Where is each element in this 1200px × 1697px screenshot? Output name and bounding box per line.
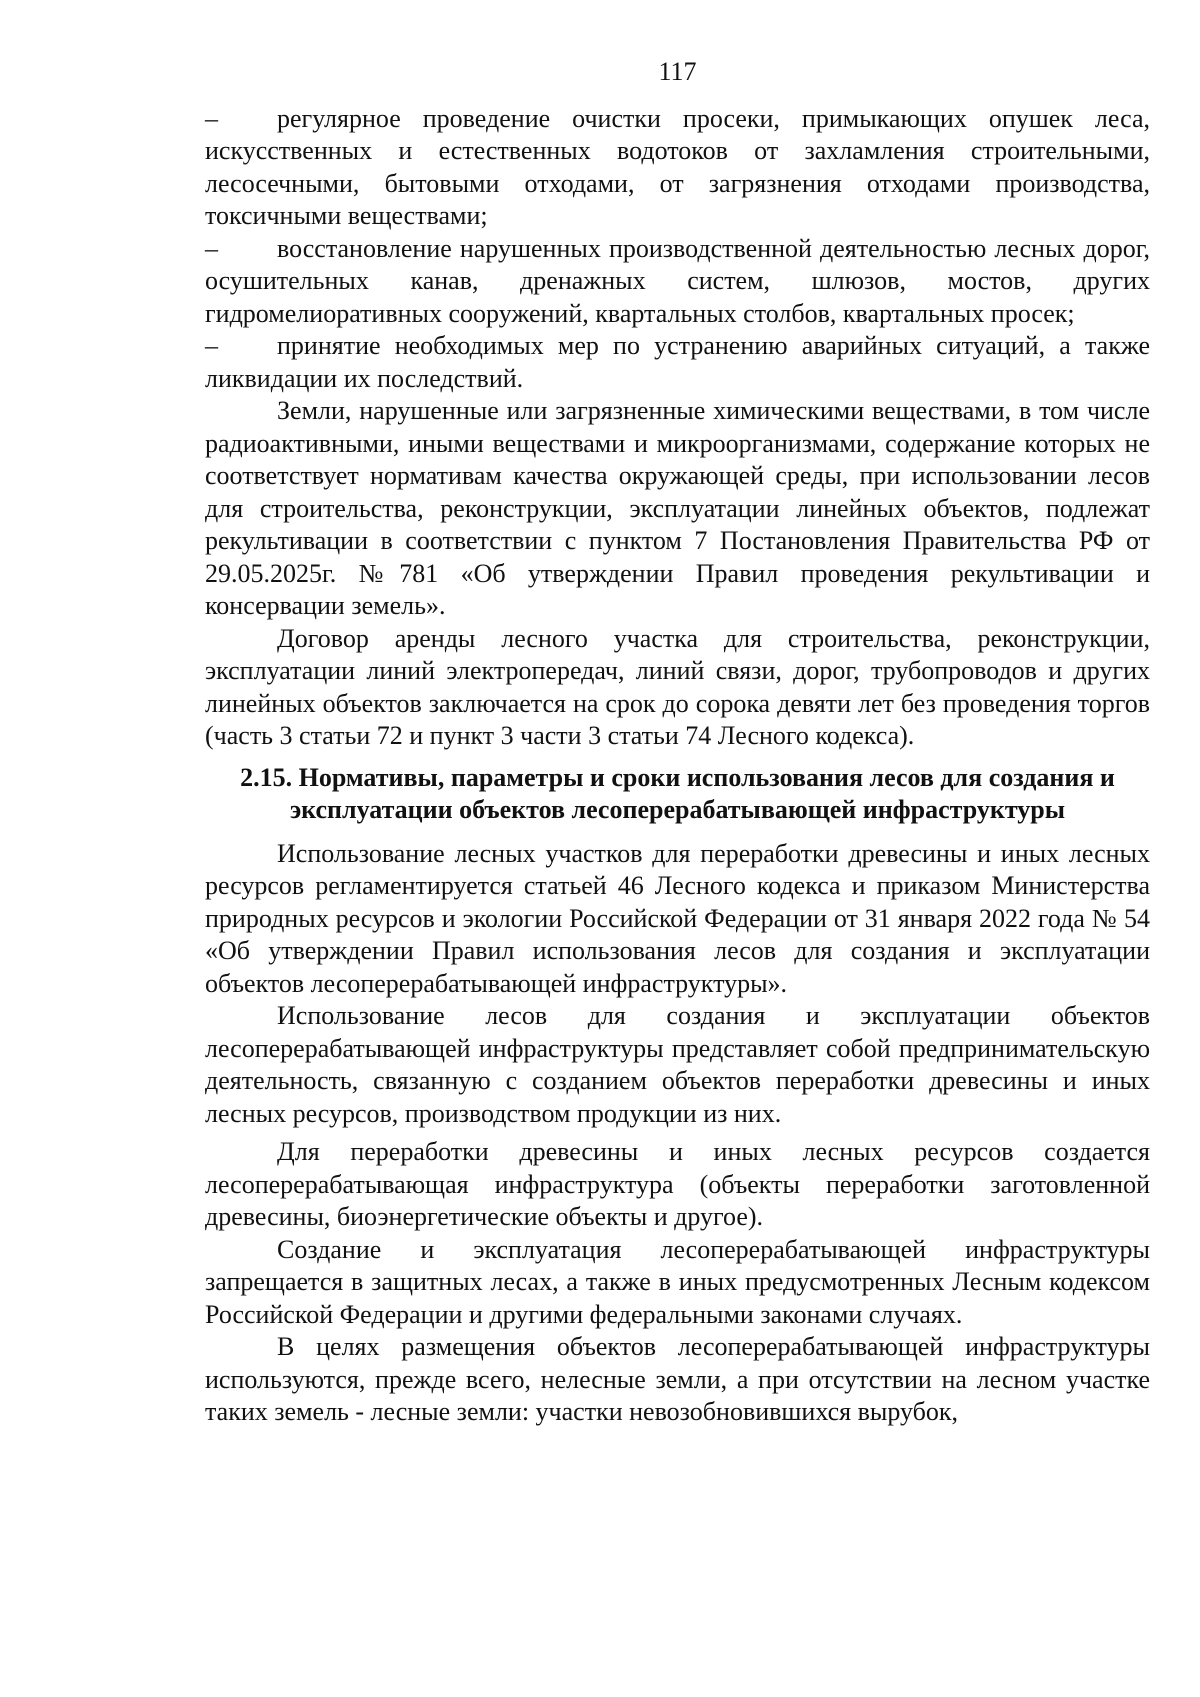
list-item-text: регулярное проведение очистки просеки, примыкающих опушек леса, искусственных и естественных водотоков от захламления строительными, лесосечными, бытовыми отходами, от загрязнения отходами производства, токсичными веществами;	[205, 103, 1150, 230]
paragraph-placement: В целях размещения объектов лесоперерабатывающей инфраструктуры используются, прежде всего, нелесные земли, а при отсутствии на лесном участке таких земель - лесные земли: участки невозобновившихся вырубок,	[205, 1332, 1150, 1426]
list-item	[205, 233, 1150, 331]
paragraph-lease-agreement: Договор аренды лесного участка для строительства, реконструкции, эксплуатации линий электропередач, линий связи, дорог, трубопроводов и других линейных объектов заключается на срок до сорока девяти лет без проведения торгов (часть 3 статьи 72 и пункт 3 части 3 статьи 74 Лесного кодекса).	[205, 623, 1150, 750]
list-item-text: восстановление нарушенных производственной деятельностью лесных дорог, осушительных канав, дренажных систем, шлюзов, мостов, других гидромелиоративных сооружений, квартальных столбов, квартальных просек;	[205, 233, 1150, 328]
document-page	[205, 56, 1150, 1429]
list-dash: –	[205, 103, 218, 133]
list-item-text: принятие необходимых мер по устранению аварийных ситуаций, а также ликвидации их последствий.	[205, 331, 1150, 393]
paragraph-infrastructure: Для переработки древесины и иных лесных ресурсов создается лесоперерабатывающая инфраструктура (объекты переработки заготовленной древесины, биоэнергетические объекты и другое).	[205, 1137, 1150, 1231]
list-item	[205, 330, 1150, 395]
list-dash: –	[205, 233, 218, 263]
paragraph-land-reclamation: Земли, нарушенные или загрязненные химическими веществами, в том числе радиоактивными, иными веществами и микроорганизмами, содержание которых не соответствует нормативам качества окружающей среды, при использовании лесов для строительства, реконструкции, эксплуатации линейных объектов, подлежат рекультивации в соответствии с пунктом 7 Постановления Правительства РФ от 29.05.2025г. №781 «Об утверждении Правил проведения рекультивации и консервации земель».	[205, 396, 1150, 620]
paragraph-business-activity: Использование лесов для создания и эксплуатации объектов лесоперерабатывающей инфраструктуры представляет собой предпринимательскую деятельность, связанную с созданием объектов переработки древесины и иных лесных ресурсов, производством продукции из них.	[205, 1001, 1150, 1128]
list-dash: –	[205, 331, 218, 360]
list-item	[205, 103, 1150, 233]
paragraph-prohibition: Создание и эксплуатация лесоперерабатывающей инфраструктуры запрещается в защитных лесах, а также в иных предусмотренных Лесным кодексом Российской Федерации и другими федеральными законами случаях.	[205, 1234, 1150, 1329]
page-number: 117	[658, 57, 697, 86]
section-heading: 2.15. Нормативы, параметры и сроки использования лесов для создания и эксплуатации объектов лесоперерабатывающей инфраструктуры	[240, 762, 1115, 824]
paragraph-regulation: Использование лесных участков для переработки древесины и иных лесных ресурсов регламентируется статьей 46 Лесного кодекса и приказом Министерства природных ресурсов и экологии Российской Федерации от 31 января 2022 года № 54 «Об утверждении Правил использования лесов для создания и эксплуатации объектов лесоперерабатывающей инфраструктуры».	[205, 838, 1150, 998]
